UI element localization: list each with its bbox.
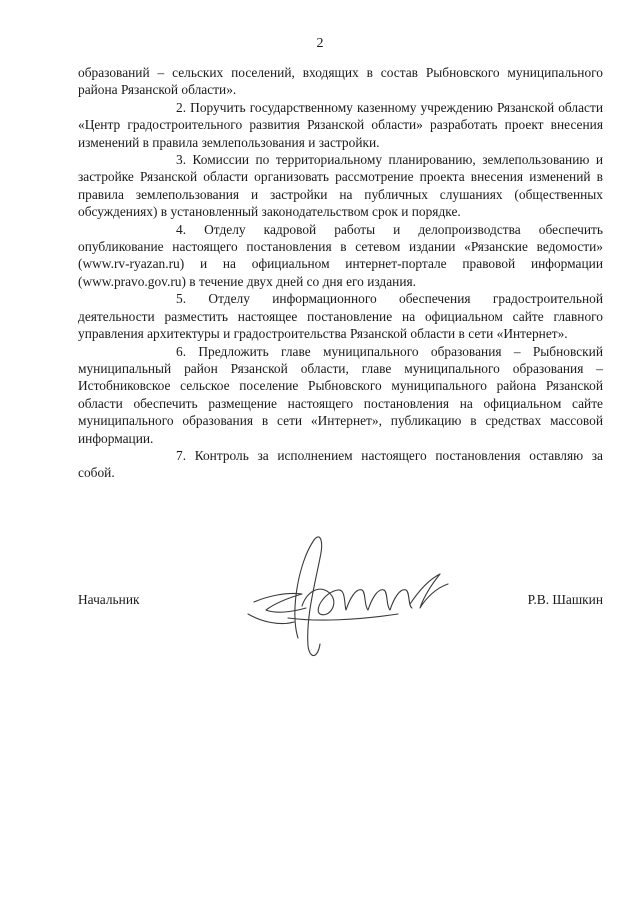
paragraph-3 <box>78 151 603 221</box>
paragraph-continuation <box>78 64 603 99</box>
paragraph-6 <box>78 343 603 447</box>
paragraph-number: 5. <box>176 291 187 307</box>
paragraph-2 <box>78 99 603 151</box>
document-body <box>78 64 603 482</box>
paragraph-text: Предложить главе муниципального образования – Рыбновский муниципальный район Рязанской области, главе муниципального образования – Истобниковское сельское поселение Рыбновского муниципального района Рязанской области обеспечить размещение настоящего постановления на официальном сайте муниципального образования в сети «Интернет», публикацию в средствах массовой информации. <box>78 343 603 446</box>
paragraph-number: 6. <box>176 343 187 359</box>
handwritten-signature <box>228 518 488 668</box>
paragraph-text: Комиссии по территориальному планированию, землепользованию и застройке Рязанской области организовать рассмотрение проекта внесения изменений в правила землепользования и застройки на публичных слушаниях (общественных обсуждениях) в установленный законодательством срок и порядке. <box>78 152 603 220</box>
page-number: 2 <box>316 36 324 51</box>
paragraph-text: Контроль за исполнением настоящего постановления оставляю за собой. <box>78 447 603 481</box>
paragraph-number: 7. <box>176 447 187 463</box>
signer-name: Р.В. Шашкин <box>527 592 603 607</box>
paragraph-number: 4. <box>176 221 187 237</box>
paragraph-number: 2. <box>176 99 187 115</box>
paragraph-text: образований – сельских поселений, входящих в состав Рыбновского муниципального района Рязанской области». <box>78 65 603 98</box>
paragraph-text: Отделу кадровой работы и делопроизводства обеспечить опубликование настоящего постановления в сетевом издании «Рязанские ведомости» (www.rv-ryazan.ru) и на официальном интернет-портале правовой информации (www.pravo.gov.ru) в течение двух дней со дня его издания. <box>78 221 603 289</box>
signature-block <box>78 518 603 668</box>
paragraph-text: Поручить государственному казенному учреждению Рязанской области «Центр градостроительного развития Рязанской области» разработать проект внесения изменений в правила землепользования и застройки. <box>78 99 603 150</box>
signer-position: Начальник <box>78 592 140 607</box>
paragraph-7 <box>78 447 603 482</box>
paragraph-4 <box>78 221 603 291</box>
paragraph-5 <box>78 290 603 342</box>
paragraph-text: Отделу информационного обеспечения градостроительной деятельности разместить настоящее постановление на официальном сайте главного управления архитектуры и градостроительства Рязанской области в сети «Интернет». <box>78 291 603 342</box>
paragraph-number: 3. <box>176 152 187 168</box>
